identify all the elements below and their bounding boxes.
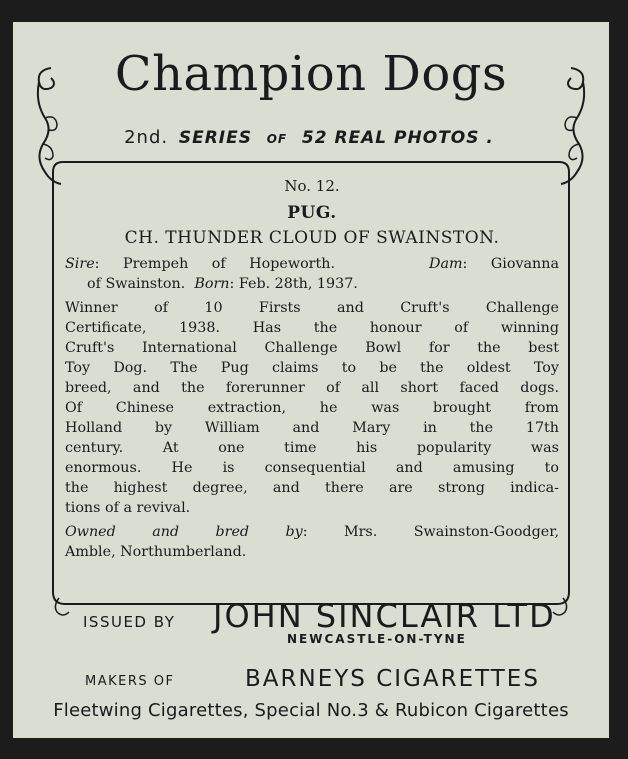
card-text bbox=[65, 174, 559, 562]
description bbox=[65, 298, 559, 518]
description-line: Certificate, 1938. Has the honour of winning bbox=[65, 320, 559, 336]
issued-by-label: ISSUED BY bbox=[83, 613, 176, 631]
born-label: Born bbox=[194, 276, 230, 292]
description-line: century. At one time his popularity was bbox=[65, 440, 559, 456]
card-title: Champion Dogs bbox=[114, 46, 508, 102]
dam-value-end: of Swainston. bbox=[87, 276, 186, 292]
pedigree-line-2 bbox=[65, 274, 559, 294]
company-place: NEWCASTLE-ON-TYNE bbox=[287, 632, 467, 646]
description-line: enormous. He is consequential and amusing to bbox=[65, 460, 559, 476]
description-line: the highest degree, and there are strong indica- bbox=[65, 480, 559, 496]
born-value: : Feb. 28th, 1937. bbox=[229, 276, 358, 292]
description-line: breed, and the forerunner of all short faced dogs. bbox=[65, 380, 559, 396]
description-line: Holland by William and Mary in the 17th bbox=[65, 420, 559, 436]
owner-value-end: Amble, Northumberland. bbox=[65, 544, 247, 560]
makers-of-label: MAKERS OF bbox=[85, 674, 175, 689]
cigarette-card-back bbox=[13, 22, 609, 738]
card-number: No. 12. bbox=[284, 177, 340, 195]
description-line: Winner of 10 Firsts and Cruft's Challenge bbox=[65, 300, 559, 316]
series-suffix: 52 REAL PHOTOS . bbox=[301, 128, 494, 148]
sire-value: : Prempeh of Hopeworth. bbox=[94, 256, 336, 272]
owner-value-start: : Mrs. Swainston-Goodger, bbox=[302, 524, 559, 540]
brand-name: BARNEYS CIGARETTES bbox=[245, 666, 540, 692]
company-name: JOHN SINCLAIR LTD bbox=[213, 597, 556, 635]
series-word: SERIES bbox=[178, 128, 252, 148]
description-line: tions of a revival. bbox=[65, 500, 191, 516]
series-of: OF bbox=[266, 132, 288, 146]
description-line: Of Chinese extraction, he was brought from bbox=[65, 400, 559, 416]
breed-name: PUG. bbox=[287, 203, 337, 223]
series-line bbox=[13, 126, 609, 151]
description-line: Toy Dog. The Pug claims to be the oldest Toy bbox=[65, 360, 559, 376]
issuer-block bbox=[13, 592, 609, 732]
pedigree bbox=[65, 254, 559, 294]
owner bbox=[65, 522, 559, 562]
dam-value-start: : Giovanna bbox=[462, 256, 559, 272]
pedigree-line-1 bbox=[65, 254, 559, 274]
owner-label: Owned and bred by bbox=[65, 524, 303, 540]
other-brands: Fleetwing Cigarettes, Special No.3 & Rubicon Cigarettes bbox=[53, 700, 569, 721]
dog-name: CH. THUNDER CLOUD OF SWAINSTON. bbox=[124, 228, 500, 248]
description-line: Cruft's International Challenge Bowl for the best bbox=[65, 340, 559, 356]
dam-label: Dam bbox=[428, 256, 463, 272]
series-prefix: 2nd. bbox=[124, 127, 169, 148]
owner-line-1 bbox=[65, 522, 559, 542]
sire-label: Sire bbox=[65, 256, 95, 272]
